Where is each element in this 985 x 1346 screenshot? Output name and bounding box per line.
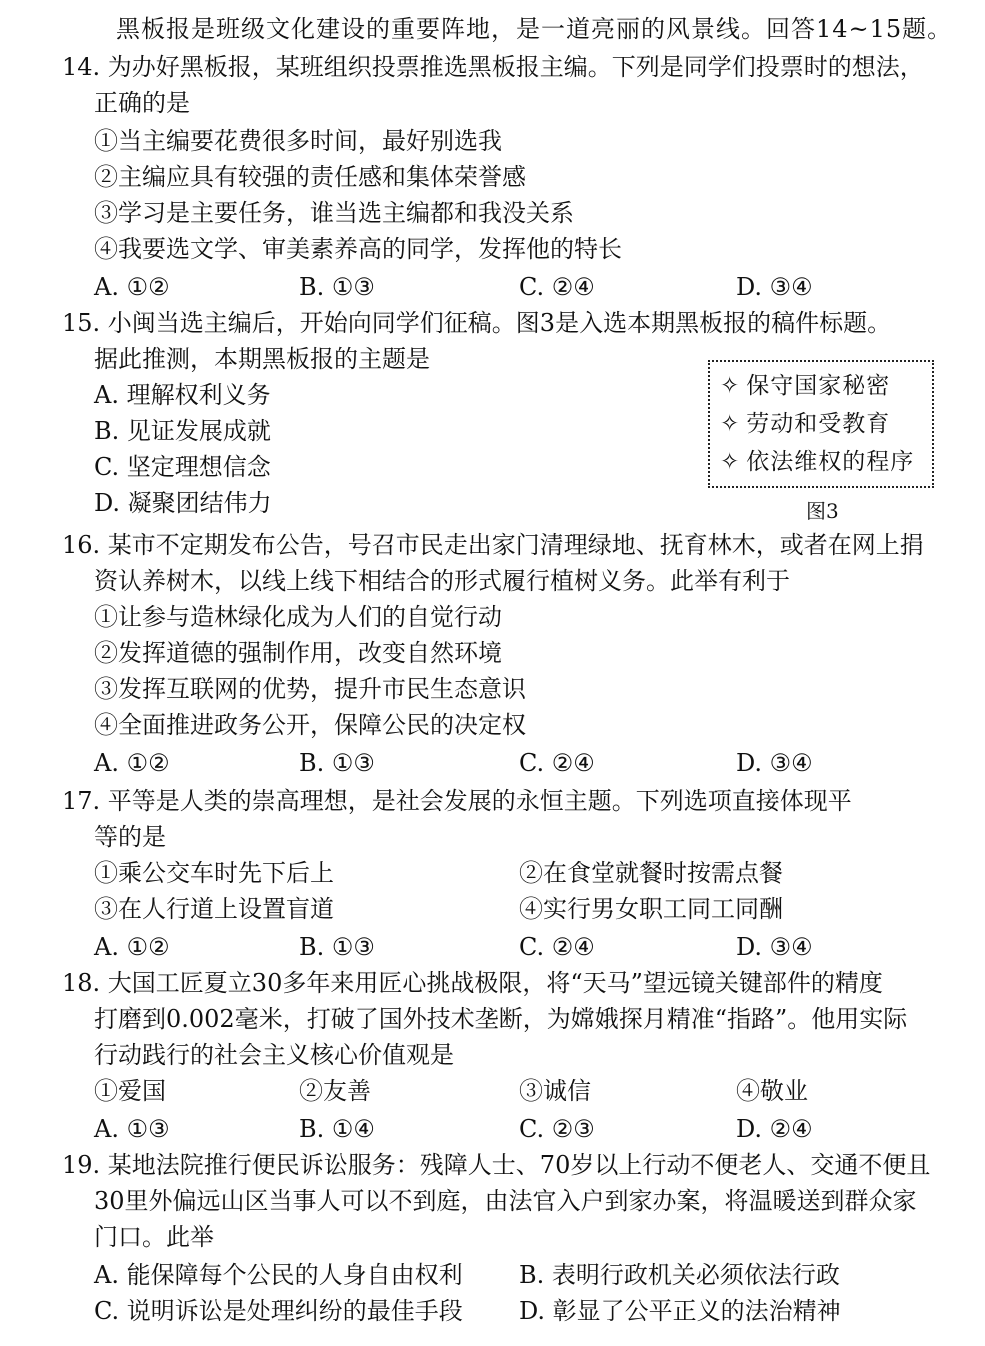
q14-item-1: ①当主编要花费很多时间，最好别选我 — [94, 127, 502, 155]
q17-stem-line1: 17. 平等是人类的崇高理想，是社会发展的永恒主题。下列选项直接体现平 — [62, 787, 852, 815]
q16-choice-d: D. ③④ — [736, 749, 813, 777]
q18-stem-line1: 18. 大国工匠夏立30多年来用匠心挑战极限，将“天马”望远镜关键部件的精度 — [62, 969, 883, 997]
q18-item-2: ②友善 — [299, 1077, 371, 1105]
figure-item-1 — [720, 370, 890, 402]
q17-choices — [94, 930, 934, 964]
q17-items-row2 — [94, 892, 934, 926]
q18-item-3: ③诚信 — [519, 1077, 591, 1105]
figure-item-3 — [720, 446, 914, 478]
sparkle-bullet-icon: ✧ — [720, 449, 741, 475]
q18-item-4: ④敬业 — [736, 1077, 808, 1105]
q19-stem-line3: 门口。此举 — [94, 1223, 214, 1251]
q19-choices-row2 — [94, 1294, 934, 1328]
q18-stem-line2: 打磨到0.002毫米，打破了国外技术垄断，为嫦娥探月精准“指路”。他用实际 — [94, 1005, 908, 1033]
q14-choice-a: A. ①② — [94, 273, 170, 301]
q14-stem-line2: 正确的是 — [94, 89, 190, 117]
q17-choice-a: A. ①② — [94, 933, 170, 961]
figure-3-box — [708, 360, 934, 488]
q15-choice-c: C. 坚定理想信念 — [94, 453, 271, 481]
q16-item-2: ②发挥道德的强制作用，改变自然环境 — [94, 639, 502, 667]
q15-stem-line1: 15. 小闽当选主编后，开始向同学们征稿。图3是入选本期黑板报的稿件标题。 — [62, 309, 892, 337]
figure-item-2-label: 劳动和受教育 — [746, 411, 891, 437]
q17-choice-d: D. ③④ — [736, 933, 813, 961]
q19-stem-line1: 19. 某地法院推行便民诉讼服务：残障人士、70岁以上行动不便老人、交通不便且 — [62, 1151, 931, 1179]
q15-choice-b: B. 见证发展成就 — [94, 417, 271, 445]
q16-item-1: ①让参与造林绿化成为人们的自觉行动 — [94, 603, 502, 631]
figure-3-caption: 图3 — [806, 499, 839, 523]
q14-choice-d: D. ③④ — [736, 273, 813, 301]
q17-choice-b: B. ①③ — [299, 933, 375, 961]
q17-item-1: ①乘公交车时先下后上 — [94, 859, 334, 887]
q19-choice-b: B. 表明行政机关必须依法行政 — [519, 1261, 840, 1289]
q14-stem-line1: 14. 为办好黑板报，某班组织投票推选黑板报主编。下列是同学们投票时的想法， — [62, 53, 924, 81]
q19-stem-line2: 30里外偏远山区当事人可以不到庭，由法官入户到家办案，将温暖送到群众家 — [94, 1187, 917, 1215]
q18-choice-a: A. ①③ — [94, 1115, 170, 1143]
q19-choice-d: D. 彰显了公平正义的法治精神 — [519, 1297, 841, 1325]
q14-choices — [94, 270, 934, 304]
q17-item-3: ③在人行道上设置盲道 — [94, 895, 334, 923]
q14-item-2: ②主编应具有较强的责任感和集体荣誉感 — [94, 163, 526, 191]
q19-choice-c: C. 说明诉讼是处理纠纷的最佳手段 — [94, 1297, 463, 1325]
q18-choice-b: B. ①④ — [299, 1115, 375, 1143]
intro-text: 黑板报是班级文化建设的重要阵地，是一道亮丽的风景线。回答14~15题。 — [116, 15, 953, 43]
q17-stem-line2: 等的是 — [94, 823, 166, 851]
q16-choice-b: B. ①③ — [299, 749, 375, 777]
figure-item-3-label: 依法维权的程序 — [746, 449, 915, 475]
q18-choices — [94, 1112, 934, 1146]
figure-item-2 — [720, 408, 890, 440]
q18-items — [94, 1074, 934, 1108]
q17-item-2: ②在食堂就餐时按需点餐 — [519, 859, 783, 887]
q14-item-3: ③学习是主要任务，谁当选主编都和我没关系 — [94, 199, 574, 227]
q17-items-row1 — [94, 856, 934, 890]
q14-choice-b: B. ①③ — [299, 273, 375, 301]
q16-choice-a: A. ①② — [94, 749, 170, 777]
q16-item-4: ④全面推进政务公开，保障公民的决定权 — [94, 711, 526, 739]
q16-choices — [94, 746, 934, 780]
q17-item-4: ④实行男女职工同工同酬 — [519, 895, 783, 923]
q14-choice-c: C. ②④ — [519, 273, 595, 301]
q16-choice-c: C. ②④ — [519, 749, 595, 777]
q18-item-1: ①爱国 — [94, 1077, 166, 1105]
q17-choice-c: C. ②④ — [519, 933, 595, 961]
q15-choice-a: A. 理解权利义务 — [94, 381, 271, 409]
q18-choice-d: D. ②④ — [736, 1115, 813, 1143]
q18-choice-c: C. ②③ — [519, 1115, 595, 1143]
q16-stem-line2: 资认养树木，以线上线下相结合的形式履行植树义务。此举有利于 — [94, 567, 790, 595]
sparkle-bullet-icon: ✧ — [720, 411, 741, 437]
sparkle-bullet-icon: ✧ — [720, 373, 741, 399]
q18-stem-line3: 行动践行的社会主义核心价值观是 — [94, 1041, 454, 1069]
q19-choices-row1 — [94, 1258, 934, 1292]
q19-choice-a: A. 能保障每个公民的人身自由权利 — [94, 1261, 463, 1289]
figure-item-1-label: 保守国家秘密 — [746, 373, 891, 399]
q16-stem-line1: 16. 某市不定期发布公告，号召市民走出家门清理绿地、抚育林木，或者在网上捐 — [62, 531, 924, 559]
q15-stem-line2: 据此推测，本期黑板报的主题是 — [94, 345, 430, 373]
q14-item-4: ④我要选文学、审美素养高的同学，发挥他的特长 — [94, 235, 622, 263]
q16-item-3: ③发挥互联网的优势，提升市民生态意识 — [94, 675, 526, 703]
q15-choice-d: D. 凝聚团结伟力 — [94, 489, 272, 517]
